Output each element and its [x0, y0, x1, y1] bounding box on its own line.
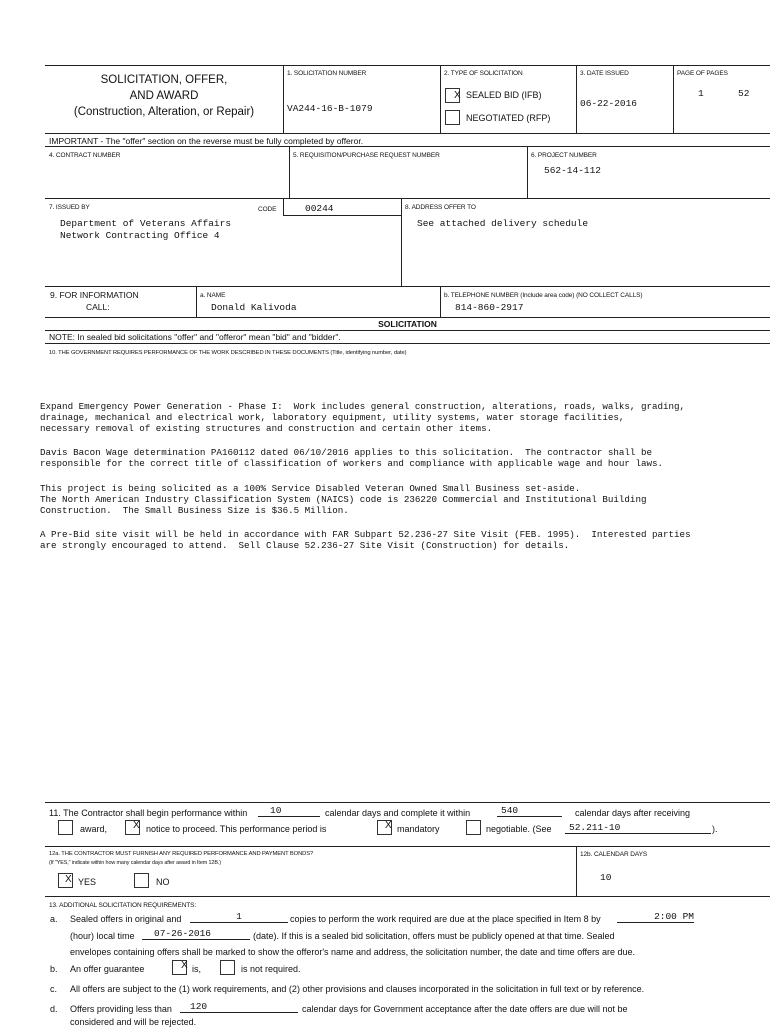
guarantee-is-label: is, — [192, 964, 201, 974]
item13a-text-5: envelopes containing offers shall be marked to show the offeror's name and address, the solicitation number, the date and time offers are due. — [70, 947, 636, 957]
divider — [45, 317, 770, 318]
divider — [45, 343, 770, 344]
notice-to-proceed-checkbox[interactable] — [125, 820, 140, 835]
check-mark: X — [385, 820, 392, 831]
date-issued-value: 06-22-2016 — [580, 98, 638, 109]
additional-requirements-label: 13. ADDITIONAL SOLICITATION REQUIREMENTS: — [49, 902, 197, 909]
description-paragraph-3 — [40, 472, 646, 516]
complete-days: 540 — [501, 805, 519, 816]
due-date: 07-26-2016 — [154, 928, 212, 939]
telephone-value: 814-860-2917 — [455, 302, 524, 313]
bonds-no-checkbox[interactable] — [134, 873, 149, 888]
project-number-label: 6. PROJECT NUMBER — [531, 152, 597, 159]
page-total: 52 — [738, 88, 750, 99]
text-line: are strongly encouraged to attend. Sell Clause 52.236-27 Site Visit (Construction) for details. — [40, 540, 570, 551]
bonds-label: 12a. THE CONTRACTOR MUST FURNISH ANY REQUIRED PERFORMANCE AND PAYMENT BONDS? — [49, 851, 314, 857]
address-offer-label: 8. ADDRESS OFFER TO — [405, 204, 476, 211]
item13b-text: An offer guarantee — [70, 964, 145, 974]
divider — [45, 146, 770, 147]
check-mark: X — [181, 960, 188, 971]
text-line: drainage, mechanical and electrical work, laboratory equipment, utility systems, water storage facilities, — [40, 412, 625, 423]
form-top-border — [45, 65, 770, 66]
due-time-field[interactable] — [617, 911, 694, 923]
solicitation-heading: SOLICITATION — [378, 319, 437, 329]
due-date-field[interactable] — [142, 928, 250, 940]
item11-text-1: 11. The Contractor shall begin performance within — [49, 808, 248, 818]
text-line: responsible for the correct title of classification of workers and compliance with applicable wage and hour laws. — [40, 458, 664, 469]
page-of-pages-label: PAGE OF PAGES — [677, 70, 728, 77]
guarantee-not-label: is not required. — [241, 964, 301, 974]
solicitation-type-label: 2. TYPE OF SOLICITATION — [444, 70, 523, 77]
form-title-line-3: (Construction, Alteration, or Repair) — [73, 106, 255, 118]
divider — [45, 198, 770, 199]
divider — [45, 330, 770, 331]
info-call-label: 9. FOR INFORMATION — [50, 290, 139, 300]
begin-days: 10 — [270, 805, 282, 816]
divider — [440, 286, 441, 317]
info-call-label-2: CALL: — [86, 302, 110, 312]
text-line: necessary removal of existing structures and construction and certain other items. — [40, 423, 493, 434]
item13a-text-2: copies to perform the work required are due at the place specified in Item 8 by — [290, 914, 601, 924]
notice-to-proceed-label: notice to proceed. This performance period is — [146, 824, 327, 834]
see-clause-field[interactable] — [565, 822, 711, 834]
award-checkbox[interactable] — [58, 820, 73, 835]
page-number: 1 — [698, 88, 704, 99]
text-line: This project is being solicited as a 100% Service Disabled Veteran Owned Small Business set-aside. — [40, 483, 581, 494]
form-title-line-1: SOLICITATION, OFFER, — [100, 74, 228, 86]
calendar-days-label: 12b. CALENDAR DAYS — [580, 851, 648, 858]
item13c-letter: c. — [50, 984, 58, 994]
divider — [576, 65, 577, 133]
copies-field[interactable] — [190, 911, 288, 923]
solicitation-number-label: 1. SOLICITATION NUMBER — [287, 70, 367, 77]
form-title — [45, 72, 283, 120]
bonds-sublabel: (If "YES," indicate within how many calendar days after award in Item 12B.) — [49, 860, 221, 866]
text-line: A Pre-Bid site visit will be held in accordance with FAR Subpart 52.236-27 Site Visit (FEB. 1995). Interested parties — [40, 529, 691, 540]
divider — [289, 146, 290, 198]
divider — [45, 133, 770, 134]
acceptance-days: 120 — [190, 1001, 208, 1012]
name-label: a. NAME — [200, 292, 226, 299]
text-line: Davis Bacon Wage determination PA160112 dated 06/10/2016 applies to this solicitation. The contractor shall be — [40, 447, 652, 458]
guarantee-required-checkbox[interactable] — [172, 960, 187, 975]
important-note: IMPORTANT - The "offer" section on the reverse must be fully completed by offeror. — [49, 136, 364, 146]
description-paragraph-4 — [40, 518, 691, 551]
work-description-label: 10. THE GOVERNMENT REQUIRES PERFORMANCE OF THE WORK DESCRIBED IN THESE DOCUMENTS (Title, identifying number, date) — [49, 350, 407, 356]
contact-name: Donald Kalivoda — [211, 302, 297, 313]
item13a-letter: a. — [50, 914, 58, 924]
project-number-value: 562-14-112 — [544, 165, 602, 176]
text-line: The North American Industry Classification System (NAICS) code is 236220 Commercial and Institutional Building — [40, 494, 647, 505]
form-title-line-2: AND AWARD — [129, 90, 199, 102]
item11-text-3: calendar days after receiving — [575, 808, 691, 818]
text-line: Expand Emergency Power Generation - Phase I: Work includes general construction, alterations, roads, walks, grading, — [40, 401, 686, 412]
solicitation-number-value: VA244-16-B-1079 — [287, 103, 373, 114]
item13b-letter: b. — [50, 964, 58, 974]
negotiable-checkbox[interactable] — [466, 820, 481, 835]
issuer-line-2: Network Contracting Office 4 — [60, 230, 220, 241]
bonds-yes-label: YES — [78, 877, 97, 887]
issuer-line-1: Department of Veterans Affairs — [60, 218, 232, 229]
item13a-text-1: Sealed offers in original and — [70, 914, 182, 924]
divider — [527, 146, 528, 198]
contract-number-label: 4. CONTRACT NUMBER — [49, 152, 121, 159]
issued-by-label: 7. ISSUED BY — [49, 204, 90, 211]
item13a-text-3: (hour) local time — [70, 931, 135, 941]
date-issued-label: 3. DATE ISSUED — [580, 70, 629, 77]
item11-close: ). — [712, 824, 718, 834]
see-clause: 52.211-10 — [569, 822, 621, 833]
mandatory-label: mandatory — [397, 824, 440, 834]
check-mark: X — [454, 90, 461, 101]
bonds-yes-checkbox[interactable] — [58, 873, 73, 888]
sealed-bid-note: NOTE: In sealed bid solicitations "offer" and "offeror" mean "bid" and "bidder". — [49, 332, 341, 342]
divider — [45, 286, 770, 287]
divider — [45, 846, 770, 847]
complete-days-field[interactable] — [497, 805, 562, 817]
check-mark: X — [65, 874, 72, 885]
award-label: award, — [80, 824, 108, 834]
due-time: 2:00 PM — [654, 911, 694, 922]
bonds-no-label: NO — [156, 877, 170, 887]
item13a-text-4: (date). If this is a sealed bid solicitation, offers must be publicly opened at that time. Sealed — [253, 931, 615, 941]
divider — [283, 65, 284, 133]
divider — [673, 65, 674, 133]
check-mark: X — [133, 820, 140, 831]
negotiable-label: negotiable. (See — [486, 824, 552, 834]
item13d-letter: d. — [50, 1004, 58, 1014]
item13d-text-2: calendar days for Government acceptance after the date offers are due will not be — [302, 1004, 628, 1014]
divider — [401, 198, 402, 286]
guarantee-not-required-checkbox[interactable] — [220, 960, 235, 975]
negotiated-label: NEGOTIATED (RFP) — [466, 113, 551, 123]
item13d-text-3: considered and will be rejected. — [70, 1017, 197, 1027]
code-label: CODE — [258, 206, 277, 213]
divider — [45, 802, 770, 803]
negotiated-checkbox[interactable] — [445, 110, 460, 125]
text-line: Construction. The Small Business Size is $36.5 Million. — [40, 505, 349, 516]
divider — [45, 896, 770, 897]
divider — [576, 846, 577, 896]
calendar-days-value: 10 — [600, 872, 612, 883]
telephone-label: b. TELEPHONE NUMBER (Include area code) (NO COLLECT CALLS) — [444, 292, 643, 299]
address-offer-value: See attached delivery schedule — [417, 218, 589, 229]
acceptance-days-field[interactable] — [180, 1001, 298, 1013]
sealed-bid-checkbox[interactable] — [445, 88, 460, 103]
begin-days-field[interactable] — [258, 805, 320, 817]
item13c-text: All offers are subject to the (1) work requirements, and (2) other provisions and clauses incorporated in the solicitation in full text or by reference. — [70, 984, 645, 994]
item13d-text-1: Offers providing less than — [70, 1004, 172, 1014]
divider — [440, 65, 441, 133]
mandatory-checkbox[interactable] — [377, 820, 392, 835]
copies-value: 1 — [236, 911, 242, 922]
description-paragraph-1 — [40, 390, 685, 434]
item11-text-2: calendar days and complete it within — [325, 808, 471, 818]
code-value: 00244 — [305, 203, 334, 214]
divider — [196, 286, 197, 317]
divider — [283, 198, 284, 215]
requisition-number-label: 5. REQUISITION/PURCHASE REQUEST NUMBER — [293, 152, 440, 159]
description-paragraph-2 — [40, 436, 663, 469]
sealed-bid-label: SEALED BID (IFB) — [466, 90, 542, 100]
divider — [283, 215, 401, 216]
